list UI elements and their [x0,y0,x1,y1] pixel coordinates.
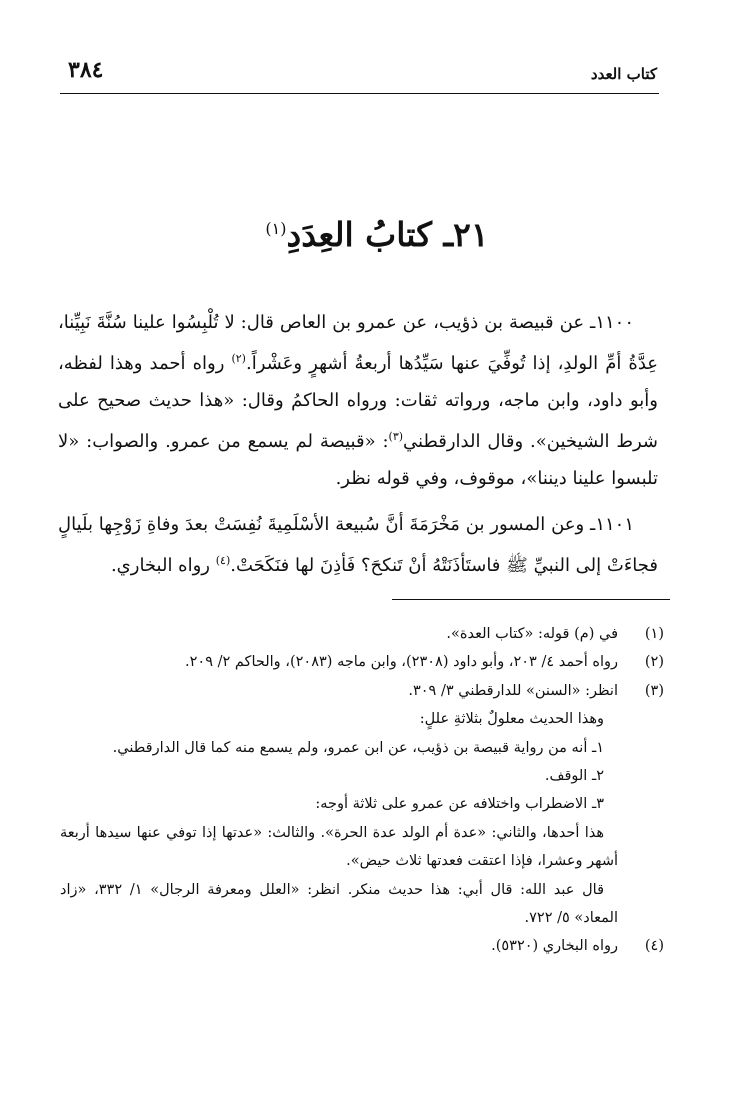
footnote-1 [60,620,664,648]
hadith-1101-source: رواه البخاري. [110,555,216,577]
footnote-3-intro [60,705,664,733]
main-text [58,305,658,595]
footnote-ref-3[interactable]: (٣) [388,430,404,444]
footnote-3-item-2-text: ٢ـ الوقف. [544,768,604,785]
footnote-ref-2[interactable]: (٢) [231,352,246,366]
footnote-text: رواه أحمد ٤/ ٢٠٣، وأبو داود (٢٣٠٨)، وابن ماجه (٢٠٨٣)، والحاكم ٢/ ٢٠٩. [185,654,618,671]
footnote-number: (١) [644,626,664,642]
footnote-text: في (م) قوله: «كتاب العدة». [446,626,618,642]
footnote-2 [60,648,664,676]
hadith-1100-commentary: رواه أحمد وهذا لفظه، وأبو داود، وابن ماجه، ورواته ثقات: ورواه الحاكمُ وقال: «هذا حديث صحيح على شرط الشيخين». وقال الدارقطني [58,353,659,453]
footnote-number: (٤) [644,938,664,955]
footnote-text: رواه البخاري (٥٣٢٠). [491,938,618,955]
footnote-separator [392,599,670,600]
chapter-footnote-ref[interactable]: (١) [265,219,287,238]
running-title: كتاب العدد [590,65,657,83]
footnote-3-item-1-text: ١ـ أنه من رواية قبيصة بن ذؤيب، عن ابن عمرو، ولم يسمع منه كما قال الدارقطني. [112,739,604,756]
chapter-title [0,215,754,254]
footnote-3 [60,677,664,705]
hadith-1100-conclusion: : «قبيصة لم يسمع من عمرو. والصواب: «لا تلبسوا علينا ديننا»، موقوف، وفي قوله نظر. [58,431,658,489]
footnote-3-intro-text: وهذا الحديث معلولٌ بثلاثةِ عللٍ: [419,711,604,728]
hadith-1101 [58,507,658,585]
footnote-3-abdullah-text: قال عبد الله: قال أبي: هذا حديث منكر. انظر: «العلل ومعرفة الرجال» ١/ ٣٣٢، «زاد المعاد» ٥/ ٧٢٢. [60,881,618,927]
footnote-4 [60,932,664,960]
footnote-text: انظر: «السنن» للدارقطني ٣/ ٣٠٩. [408,682,618,699]
footnote-3-item-3 [60,790,664,818]
footnote-3-abdullah [60,876,664,933]
footnote-3-item-3-detail [60,819,664,876]
chapter-title-text: ٢١ـ كتابُ العِدَدِ [286,215,489,254]
hadith-1100 [58,305,658,497]
footnote-number: (٢) [644,654,664,671]
footnote-number: (٣) [644,682,664,699]
footnote-3-item-2 [60,762,664,790]
page-header [60,55,659,94]
page-number: ٣٨٤ [68,57,104,83]
hadith-1100-text: ١١٠٠ـ عن قبيصة بن ذؤيب، عن عمرو بن العاص قال: لا تُلْبِسُوا علينا سُنَّةَ نَبِيِّنا، عِدَّةُ أمِّ الولدِ، إذا تُوفِّيَ عنها سَيِّدُها أربعةُ أشهرٍ وعَشْراً. [58,312,659,375]
footnote-ref-4[interactable]: (٤) [215,554,231,568]
footnote-3-item-3-detail-text: هذا أحدها، والثاني: «عدة أم الولد عدة الحرة». والثالث: «عدتها إذا توفي عنها سيدها أربعة أشهر وعشرا، فإذا اعتقت فعدتها ثلاث حيض». [60,824,618,870]
footnote-3-item-1 [60,734,664,762]
hadith-1101-text: ١١٠١ـ وعن المسور بن مَخْرَمَةَ أنَّ سُبيعة الأسْلَمِيةَ نُفِسَتْ بعدَ وفاةِ زَوْجِها بلَيالٍ فجاءَتْ إلى النبيِّ ﷺ فاستَأذَنَتْهُ أنْ تَنكحَ؟ فَأذِنَ لها فنَكَحَتْ. [58,514,658,577]
footnote-3-item-3-text: ٣ـ الاضطراب واختلافه عن عمرو على ثلاثة أوجه: [315,796,604,813]
footnotes [60,620,664,961]
